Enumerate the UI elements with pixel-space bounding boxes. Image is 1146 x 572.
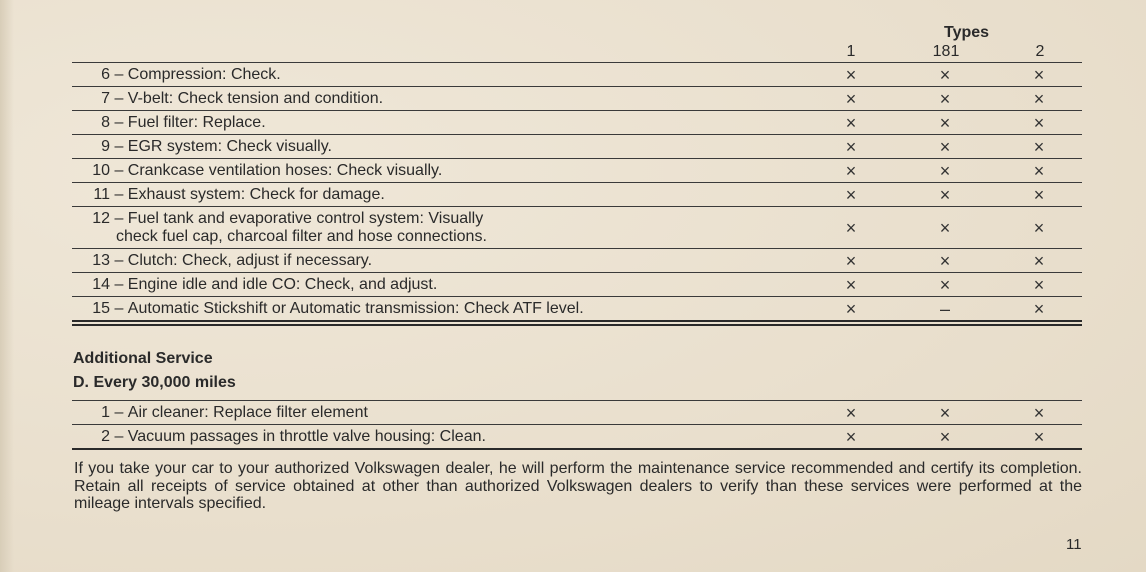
table-row: 13 – Clutch: Check, adjust if necessary. × × × <box>72 248 1082 272</box>
check-mark: × <box>1033 89 1045 109</box>
check-mark: × <box>845 65 857 85</box>
check-mark: × <box>939 275 951 295</box>
check-mark: × <box>1033 275 1045 295</box>
type-column-181-header: 181 <box>932 43 960 60</box>
check-mark: × <box>845 89 857 109</box>
check-mark: × <box>939 185 951 205</box>
item-text-continued: check fuel cap, charcoal filter and hose connections. <box>116 228 487 245</box>
check-mark: – <box>939 299 950 319</box>
check-mark: × <box>939 65 951 85</box>
check-mark: × <box>845 137 857 157</box>
table-row: 2 – Vacuum passages in throttle valve housing: Clean. × × × <box>72 424 1082 448</box>
item-text: Air cleaner: Replace filter element <box>127 404 368 421</box>
check-mark: × <box>939 113 951 133</box>
check-mark: × <box>845 218 857 238</box>
check-mark: × <box>845 299 857 319</box>
check-mark: × <box>1033 218 1045 238</box>
check-mark: × <box>845 427 857 447</box>
table-row: 10 – Crankcase ventilation hoses: Check visually. × × × <box>72 158 1082 182</box>
item-number: 11 <box>93 186 110 203</box>
item-number: 9 <box>101 138 110 155</box>
item-number: 14 <box>92 276 110 293</box>
item-number: 12 <box>92 210 110 227</box>
check-mark: × <box>845 275 857 295</box>
item-number: 13 <box>92 252 110 269</box>
check-mark: × <box>939 89 951 109</box>
check-mark: × <box>1033 137 1045 157</box>
item-text: Fuel filter: Replace. <box>127 114 266 131</box>
table-row: 7 – V-belt: Check tension and condition. × × × <box>72 86 1082 110</box>
check-mark: × <box>845 113 857 133</box>
item-number: 2 <box>101 428 110 445</box>
item-number: 1 <box>101 404 110 421</box>
item-text: Clutch: Check, adjust if necessary. <box>127 252 373 269</box>
item-text: Automatic Stickshift or Automatic transmission: Check ATF level. <box>127 300 584 317</box>
table-row: 11 – Exhaust system: Check for damage. × × × <box>72 182 1082 206</box>
check-mark: × <box>845 251 857 271</box>
check-mark: × <box>939 403 951 423</box>
check-mark: × <box>1033 299 1045 319</box>
table-row: 6 – Compression: Check. × × × <box>72 62 1082 86</box>
table-row: 9 – EGR system: Check visually. × × × <box>72 134 1082 158</box>
check-mark: × <box>939 427 951 447</box>
check-mark: × <box>939 218 951 238</box>
item-text: Crankcase ventilation hoses: Check visually. <box>127 162 443 179</box>
item-text: Compression: Check. <box>127 66 281 83</box>
table-end-rule <box>72 448 1082 450</box>
item-text: EGR system: Check visually. <box>127 138 332 155</box>
table-row: 14 – Engine idle and idle CO: Check, and adjust. × × × <box>72 272 1082 296</box>
table-end-double-rule <box>72 320 1082 326</box>
item-number: 10 <box>92 162 110 179</box>
additional-service-table <box>72 400 1082 450</box>
item-text: Vacuum passages in throttle valve housing: Clean. <box>127 428 486 445</box>
check-mark: × <box>1033 427 1045 447</box>
check-mark: × <box>1033 403 1045 423</box>
check-mark: × <box>845 185 857 205</box>
check-mark: × <box>939 251 951 271</box>
table-row: 1 – Air cleaner: Replace filter element × × × <box>72 400 1082 424</box>
item-text: Exhaust system: Check for damage. <box>127 186 385 203</box>
check-mark: × <box>845 161 857 181</box>
item-number: 8 <box>101 114 110 131</box>
check-mark: × <box>1033 251 1045 271</box>
type-column-2-header: 2 <box>1035 43 1045 60</box>
check-mark: × <box>1033 65 1045 85</box>
table-row: 12 – Fuel tank and evaporative control system: Visually check fuel cap, charcoal filter and hose connections. × × × <box>72 206 1082 248</box>
check-mark: × <box>939 161 951 181</box>
footer-paragraph: If you take your car to your authorized Volkswagen dealer, he will perform the maintenance service recommended and certify its completion. Retain all receipts of service obtained at other than authorized Volkswagen dealers to verify than these services were performed at the mileage intervals specified. <box>74 460 1082 512</box>
check-mark: × <box>1033 113 1045 133</box>
service-table <box>72 62 1082 326</box>
page-number: 11 <box>1066 536 1082 553</box>
page-edge <box>0 0 14 572</box>
item-number: 15 <box>92 300 110 317</box>
section-title: Additional Service <box>73 350 213 367</box>
check-mark: × <box>845 403 857 423</box>
item-number: 7 <box>101 90 110 107</box>
section-subtitle: D. Every 30,000 miles <box>73 374 236 391</box>
check-mark: × <box>939 137 951 157</box>
check-mark: × <box>1033 185 1045 205</box>
table-row: 8 – Fuel filter: Replace. × × × <box>72 110 1082 134</box>
item-text: Engine idle and idle CO: Check, and adjust. <box>127 276 438 293</box>
item-text: V-belt: Check tension and condition. <box>127 90 384 107</box>
item-text: Fuel tank and evaporative control system: Visually <box>127 210 484 227</box>
type-column-1-header: 1 <box>846 43 856 60</box>
item-number: 6 <box>101 66 110 83</box>
table-row: 15 – Automatic Stickshift or Automatic transmission: Check ATF level. × – × <box>72 296 1082 320</box>
check-mark: × <box>1033 161 1045 181</box>
